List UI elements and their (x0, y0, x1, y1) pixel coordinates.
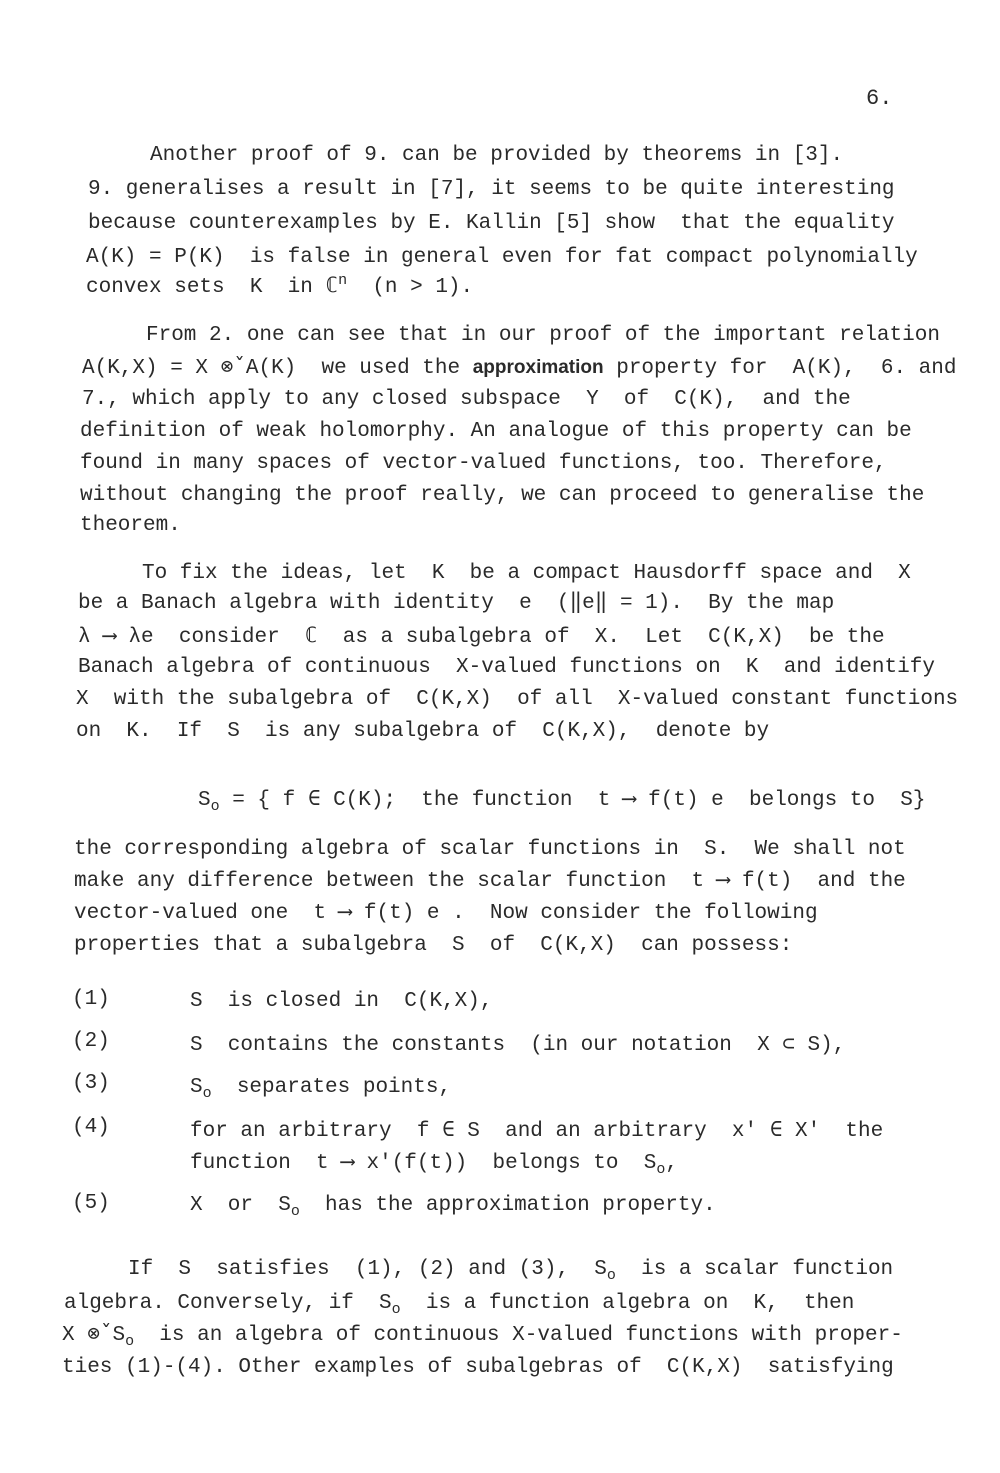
property-number: (4) (72, 1116, 110, 1139)
property-number: (5) (72, 1192, 110, 1215)
para2-line-6: without changing the proof really, we can proceed to generalise the (80, 484, 925, 507)
para3-line-3: λ ⟶ λe consider ℂ as a subalgebra of X. Let C(K,X) be the (78, 626, 885, 649)
para2-line-5: found in many spaces of vector-valued functions, too. Therefore, (80, 452, 887, 475)
property-text: $S_o$ separates points, (190, 1076, 452, 1102)
para3-line-5: X with the subalgebra of C(K,X) of all X-valued constant functions (76, 688, 959, 711)
para1-line-1: Another proof of 9. can be provided by theorems in [3]. (150, 144, 844, 167)
display-formula: $S_o$ = { f ∈ C(K); the function t ⟶ f(t) e belongs to S} (198, 789, 926, 815)
para2-line-2: A(K,X) = X ⊗̌ A(K) we used the approximation property for A(K), 6. and (82, 357, 957, 380)
property-text: S contains the constants (in our notation X ⊂ S), (190, 1034, 846, 1057)
property-text: function t ⟶ x'(f(t)) belongs to $S_o$, (190, 1152, 678, 1178)
para5-line-4: ties (1)-(4). Other examples of subalgebras of C(K,X) satisfying (62, 1356, 894, 1379)
para2-line-1: From 2. one can see that in our proof of the important relation (146, 324, 940, 347)
para1-line-5: convex sets K in ℂ$^n$ (n > 1). (86, 272, 474, 299)
property-number: (3) (72, 1072, 110, 1095)
para3-line-6: on K. If S is any subalgebra of C(K,X), denote by (76, 720, 770, 743)
para3-line-2: be a Banach algebra with identity e (‖e‖ = 1). By the map (78, 592, 835, 615)
property-number: (2) (72, 1030, 110, 1053)
para1-line-3: because counterexamples by E. Kallin [5] show that the equality (88, 212, 895, 235)
para4-line-4: properties that a subalgebra S of C(K,X) can possess: (74, 934, 793, 957)
para4-line-3: vector-valued one t ⟶ f(t) e . Now consider the following (74, 902, 818, 925)
para4-line-1: the corresponding algebra of scalar functions in S. We shall not (74, 838, 906, 861)
para5-line-3: X ⊗̌ $S_o$ is an algebra of continuous X-valued functions with proper- (62, 1324, 903, 1350)
para3-line-4: Banach algebra of continuous X-valued functions on K and identify (78, 656, 935, 679)
para4-line-2: make any difference between the scalar function t ⟶ f(t) and the (74, 870, 906, 893)
para3-line-1: To fix the ideas, let K be a compact Hausdorff space and X (142, 562, 911, 585)
para5-line-1: If S satisfies (1), (2) and (3), $S_o$ is a scalar function (128, 1258, 894, 1284)
para2-line-3: 7., which apply to any closed subspace Y of C(K), and the (82, 388, 851, 411)
page-number: 6. (866, 86, 893, 111)
property-text: S is closed in C(K,X), (190, 990, 493, 1013)
property-text: for an arbitrary f ∈ S and an arbitrary x' ∈ X' the (190, 1120, 884, 1143)
approximation-word: approximation (472, 357, 604, 378)
para5-line-2: algebra. Conversely, if $S_o$ is a function algebra on K, then (64, 1292, 855, 1318)
para1-line-2: 9. generalises a result in [7], it seems to be quite interesting (88, 178, 895, 201)
para2-line-4: definition of weak holomorphy. An analogue of this property can be (80, 420, 912, 443)
property-text: X or $S_o$ has the approximation property. (190, 1194, 716, 1220)
para2-line-7: theorem. (80, 514, 181, 537)
property-number: (1) (72, 988, 110, 1011)
para1-line-4: A(K) = P(K) is false in general even for fat compact polynomially (86, 246, 918, 269)
